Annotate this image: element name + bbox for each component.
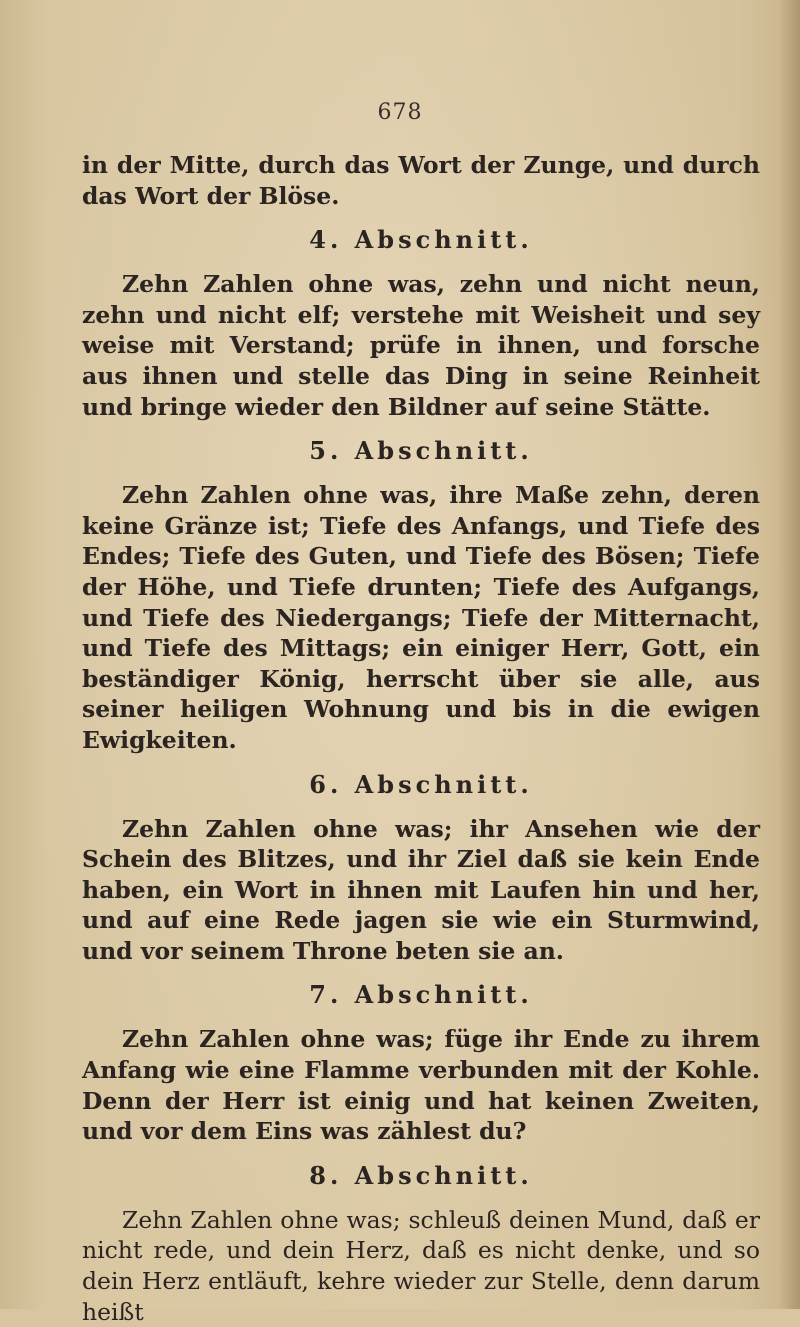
section-text: Zehn Zahlen ohne was, zehn und nicht neun, zehn und nicht elf; verstehe mit Weisheit und sey weise mit Verstand; prüfe in ihnen, und forsche aus ihnen und stelle das Ding in seine Reinheit und bringe wieder den Bildner auf seine Stätte. bbox=[82, 270, 760, 421]
section-text: Zehn Zahlen ohne was; füge ihr Ende zu ihrem Anfang wie eine Flamme verbunden mit der Kohle. Denn der Herr ist einig und hat keinen Zweiten, und vor dem Eins was zählest du? bbox=[82, 1025, 760, 1146]
section-heading: 4. Abschnitt. bbox=[309, 225, 533, 255]
section-6 bbox=[82, 770, 760, 967]
section-8 bbox=[82, 1161, 760, 1327]
section-heading: 7. Abschnitt. bbox=[309, 980, 533, 1010]
section-5 bbox=[82, 436, 760, 755]
page-content bbox=[82, 150, 760, 1327]
intro-paragraph: in der Mitte, durch das Wort der Zunge, und durch das Wort der Blöse. bbox=[82, 151, 760, 210]
section-4 bbox=[82, 225, 760, 422]
page-edge-shadow bbox=[778, 0, 800, 1309]
section-heading: 5. Abschnitt. bbox=[309, 436, 533, 466]
section-heading: 8. Abschnitt. bbox=[309, 1160, 533, 1190]
section-text: Zehn Zahlen ohne was; schleuß deinen Mund, daß er nicht rede, und dein Herz, daß es nicht denke, und so dein Herz entläuft, kehre wieder zur Stelle, denn darum heißt bbox=[82, 1205, 760, 1326]
section-text: Zehn Zahlen ohne was, ihre Maße zehn, deren keine Gränze ist; Tiefe des Anfangs, und Tiefe des Endes; Tiefe des Guten, und Tiefe des Bösen; Tiefe der Höhe, und Tiefe drunten; Tiefe des Aufgangs, und Tiefe des Niedergangs; Tiefe der Mitternacht, und Tiefe des Mittags; ein einiger Herr, Gott, ein beständiger König, herrscht über sie alle, aus seiner heiligen Wohnung und bis in die ewigen Ewigkeiten. bbox=[82, 481, 760, 754]
section-heading: 6. Abschnitt. bbox=[309, 769, 533, 799]
page-number: 678 bbox=[377, 100, 423, 125]
section-7 bbox=[82, 980, 760, 1146]
section-text: Zehn Zahlen ohne was; ihr Ansehen wie der Schein des Blitzes, und ihr Ziel daß sie kein Ende haben, ein Wort in ihnen mit Laufen hin und her, und auf eine Rede jagen sie wie ein Sturmwind, und vor seinem Throne beten sie an. bbox=[82, 814, 760, 965]
